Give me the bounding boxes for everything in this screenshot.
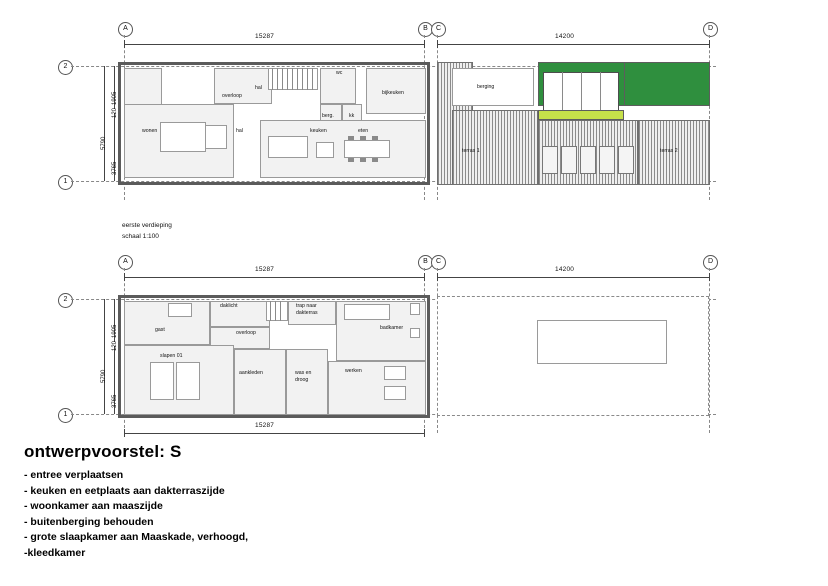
dim-v-bottom-120-value: 120: [112, 340, 118, 351]
grid-bubble-a-bottom: A: [118, 255, 133, 270]
room-label-wc: wc: [336, 70, 343, 76]
stair-run: [268, 68, 318, 90]
dining-chair: [348, 158, 354, 162]
grid-bubble-2-bottom: 2: [58, 293, 73, 308]
room-gast: [124, 301, 210, 345]
stair-tread: [302, 68, 303, 90]
dim-tick: [424, 40, 425, 48]
stair-tread: [277, 68, 278, 90]
room-label-overloop-bottom: overloop: [236, 330, 256, 336]
room-label-slapen-01: slapen 01: [160, 353, 183, 359]
room-werken: [328, 361, 426, 415]
room-label-was-en: was en: [295, 370, 312, 376]
room-label-gast: gast: [155, 327, 165, 333]
grid-bubble-2-top: 2: [58, 60, 73, 75]
dim-line-top-right: [437, 44, 709, 45]
dim-v-top-120-value: 120: [112, 107, 118, 118]
room-label-kk: kk: [349, 113, 355, 119]
room-label-trap-naar: trap naar: [296, 303, 317, 309]
grid-bubble-1-bottom: 1: [58, 408, 73, 423]
dim-tick: [424, 273, 425, 281]
accent-green-band: [538, 110, 624, 120]
grid-axis-d-bottom: [709, 268, 710, 433]
roof-opening: [537, 320, 667, 364]
dining-chair: [348, 136, 354, 140]
stair-tread: [275, 301, 276, 321]
kitchen-counter: [268, 136, 308, 158]
bed-right: [176, 362, 200, 400]
wall-bottom-south: [118, 415, 430, 418]
wall-top-east: [427, 62, 430, 185]
room-label-berg: berg.: [322, 113, 334, 119]
room-label-overloop: overloop: [222, 93, 242, 99]
stair-tread: [282, 68, 283, 90]
furniture-table: [205, 125, 227, 149]
room-label-bijkeuken: bijkeuken: [382, 90, 404, 96]
wall-bottom-east: [427, 295, 430, 418]
dining-table: [344, 140, 390, 158]
grid-bubble-b-bottom: B: [418, 255, 433, 270]
dim-v-top-5790-value: 5790: [101, 136, 107, 150]
dim-v-bottom-3765-value: 3765: [112, 394, 118, 408]
dim-bottom-left-value: 15287: [255, 266, 275, 273]
wall-top-north: [118, 62, 430, 65]
subcaption-line1: eerste verdieping: [122, 222, 172, 229]
room-daklicht: [210, 301, 270, 327]
green-roof-east: [624, 62, 710, 106]
dim-v-top-1905-value: 1905: [112, 91, 118, 105]
desk-1: [384, 366, 406, 380]
dim-top-right-value: 14200: [555, 33, 575, 40]
stair-tread: [297, 68, 298, 90]
room-label-aankleden: aankleden: [239, 370, 263, 376]
dim-v-top-outer: [104, 66, 105, 181]
gast-bed: [168, 303, 192, 317]
dim-tick: [124, 273, 125, 281]
bed-left: [150, 362, 174, 400]
dim-tick: [709, 273, 710, 281]
planter: [599, 146, 615, 174]
caption-item-0: - entree verplaatsen: [24, 469, 124, 481]
planter: [580, 146, 596, 174]
dim-tick: [124, 429, 125, 437]
room-label-terras-1: terras 1: [462, 148, 480, 154]
stair-tread: [270, 301, 271, 321]
dim-v-bottom-1905-value: 1905: [112, 324, 118, 338]
wall-bottom-west: [118, 295, 121, 418]
dining-chair: [360, 158, 366, 162]
bath-tub: [344, 304, 390, 320]
grid-bubble-a-top: A: [118, 22, 133, 37]
dim-tick: [124, 40, 125, 48]
dim-line-bottom-right: [437, 277, 709, 278]
dining-chair: [372, 158, 378, 162]
dim-v-top-3765-value: 3765: [112, 161, 118, 175]
dim-top-left-value: 15287: [255, 33, 275, 40]
room-label-hal-lower: hal: [236, 128, 243, 134]
planter: [618, 146, 634, 174]
planter: [542, 146, 558, 174]
wall-top-south: [118, 182, 430, 185]
grid-bubble-d-bottom: D: [703, 255, 718, 270]
room-label-eten: eten: [358, 128, 369, 134]
dim-tick: [437, 40, 438, 48]
room-label-keuken: keuken: [310, 128, 327, 134]
toilet: [410, 303, 420, 315]
dim-tick: [437, 273, 438, 281]
room-label-berging: berging: [477, 84, 495, 90]
dining-chair: [372, 136, 378, 140]
dim-v-bottom-5790-value: 5790: [101, 369, 107, 383]
grid-bubble-c-bottom: C: [431, 255, 446, 270]
room-label-terras-2: terras 2: [660, 148, 678, 154]
room-aankleden: [234, 349, 286, 415]
dim-tick: [424, 429, 425, 437]
caption-item-1: - keuken en eetplaats aan dakterraszijde: [24, 484, 225, 497]
room-label-hal-upper: hal: [255, 85, 262, 91]
stair-tread: [307, 68, 308, 90]
room-label-dakterras: dakterras: [296, 310, 318, 316]
stair-tread: [292, 68, 293, 90]
wall-top-west: [118, 62, 121, 185]
grid-bubble-b-top: B: [418, 22, 433, 37]
wall-bottom-north: [118, 295, 430, 298]
dim-bottom-overall-value: 15287: [255, 422, 275, 429]
grid-bubble-c-top: C: [431, 22, 446, 37]
stair-tread: [287, 68, 288, 90]
stair-tread: [312, 68, 313, 90]
desk-2: [384, 386, 406, 400]
room-label-wonen: wonen: [142, 128, 158, 134]
grid-bubble-1-top: 1: [58, 175, 73, 190]
dim-tick: [709, 40, 710, 48]
room-label-daklicht: daklicht: [220, 303, 238, 309]
room-label-droog: droog: [295, 377, 309, 383]
caption-item-4: - grote slaapkamer aan Maaskade, verhoogd,: [24, 531, 249, 543]
skylight-mullion: [562, 72, 563, 114]
dining-chair: [360, 136, 366, 140]
caption-block: [24, 442, 454, 561]
grid-bubble-d-top: D: [703, 22, 718, 37]
stair-tread: [272, 68, 273, 90]
dim-line-bottom-overall: [124, 433, 424, 434]
caption-item-3: - buitenberging behouden: [24, 515, 154, 528]
dim-line-bottom-left: [124, 277, 424, 278]
subcaption-line2: schaal 1:100: [122, 233, 159, 240]
skylight-mullion: [581, 72, 582, 114]
dim-v-bottom-outer: [104, 299, 105, 414]
room-label-werken: werken: [345, 368, 362, 374]
skylight-mullion: [600, 72, 601, 114]
sink: [410, 328, 420, 338]
dim-bottom-right-value: 14200: [555, 266, 575, 273]
caption-list: [24, 468, 454, 561]
caption-item-5: -kleedkamer: [24, 546, 86, 559]
furniture-sofa-group: [160, 122, 206, 152]
caption-item-2: - woonkamer aan maaszijde: [24, 500, 163, 512]
dim-line-top-left: [124, 44, 424, 45]
stair-tread: [280, 301, 281, 321]
kitchen-island: [316, 142, 334, 158]
page-title: ontwerpvoorstel: S: [24, 442, 182, 461]
room-label-badkamer: badkamer: [380, 325, 404, 331]
planter: [561, 146, 577, 174]
